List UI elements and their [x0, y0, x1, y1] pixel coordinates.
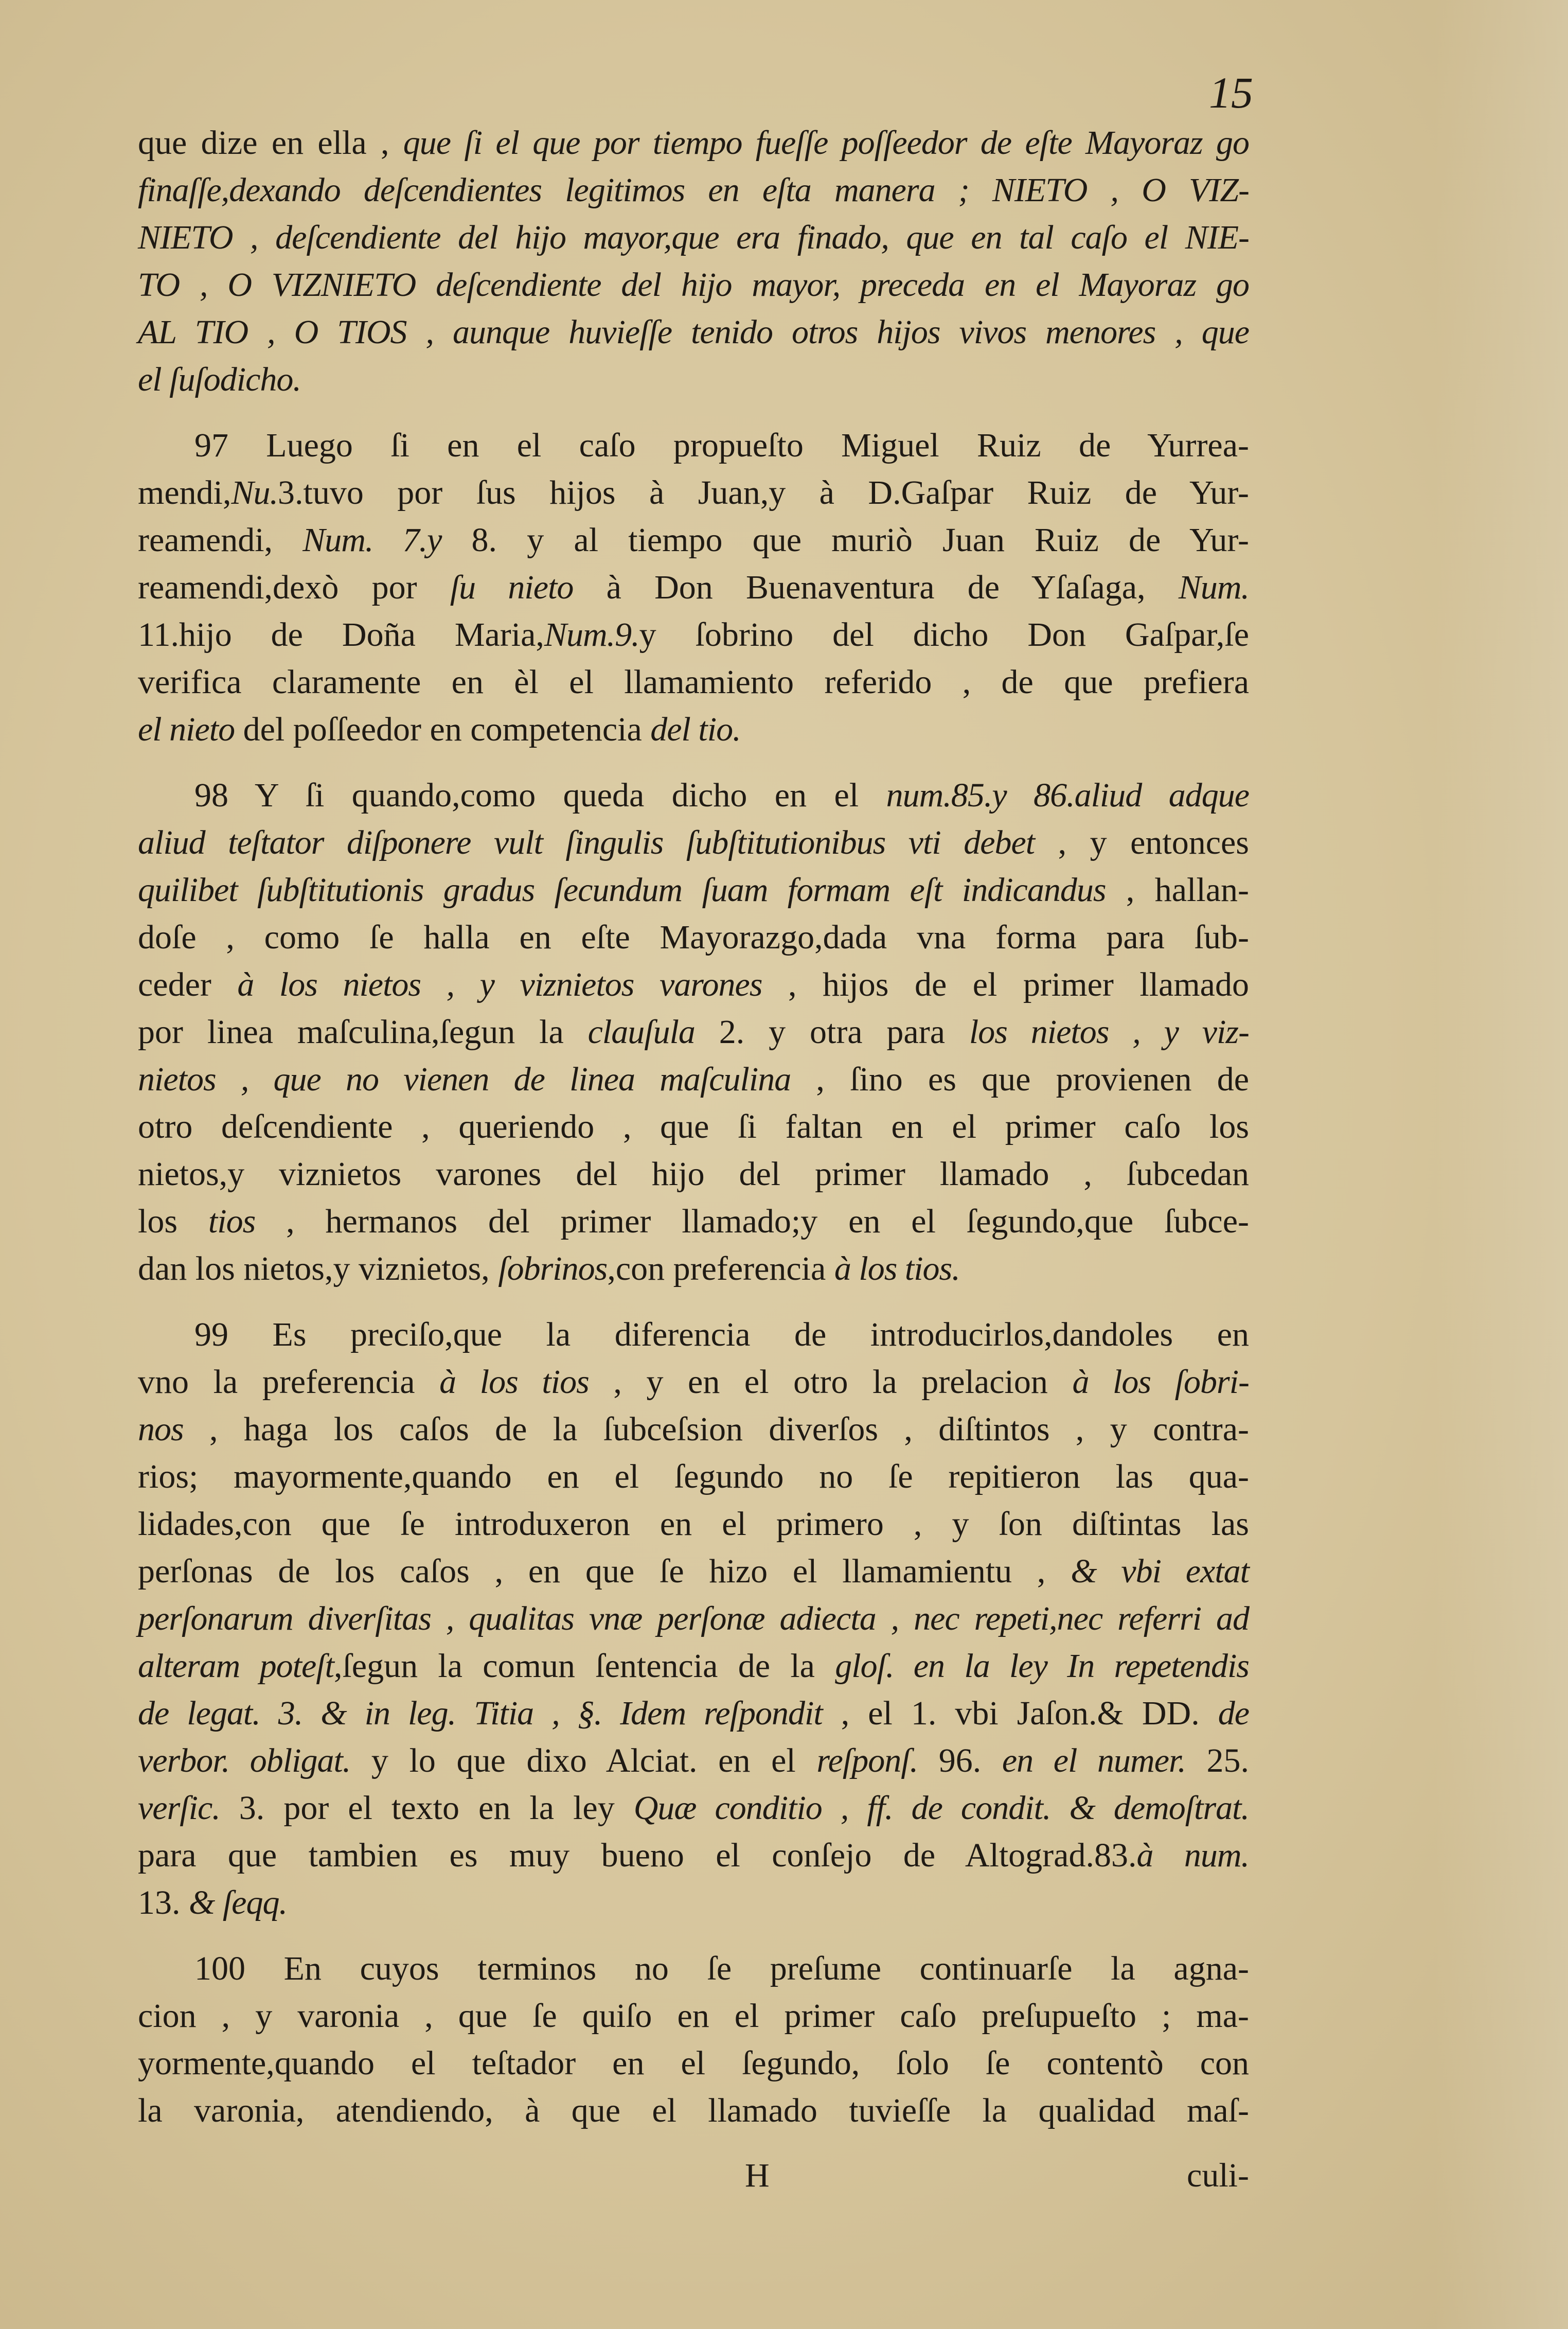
paragraph-first-line	[138, 1945, 1249, 1992]
italic-text: verſic.	[138, 1789, 220, 1827]
italic-text: ſobrinos	[498, 1250, 608, 1287]
roman-text: del poſſeedor en competencia	[235, 711, 651, 748]
page-number: 15	[1209, 68, 1253, 117]
roman-text: que dize en ella ,	[138, 124, 403, 162]
text-line	[138, 119, 1249, 167]
text-line	[138, 611, 1249, 659]
roman-text: 2. y otra para	[694, 1013, 969, 1051]
roman-text: 11.hijo de Doña Maria,	[138, 616, 544, 654]
roman-text: ,ſegun la comun ſentencia de la	[333, 1647, 835, 1685]
signature-mark: H	[745, 2157, 770, 2194]
italic-text: num.85.y 86.aliud adque	[886, 777, 1249, 814]
italic-text: el ſuſodicho.	[138, 361, 301, 398]
roman-text: nietos,y viznietos varones del hijo del primer llamado , ſubcedan	[138, 1155, 1249, 1193]
paragraph-first-line	[138, 772, 1249, 819]
paragraph-first-line	[138, 422, 1249, 469]
text-line	[138, 867, 1249, 914]
italic-text: reſponſ.	[816, 1742, 918, 1779]
text-line	[138, 2040, 1249, 2087]
roman-text: otro deſcendiente , queriendo , que ſi faltan en el primer caſo los	[138, 1108, 1249, 1145]
roman-text: , hijos de el primer llamado	[762, 966, 1249, 1003]
italic-text: TO , O VIZNIETO deſcendiente del hijo mayor, preceda en el Mayoraz go	[138, 266, 1249, 304]
italic-text: en el numer.	[1002, 1742, 1186, 1779]
italic-text: Quæ conditio , ff. de condit. & demoſtrat.	[633, 1789, 1249, 1827]
page-footer	[138, 2156, 1249, 2203]
italic-text: que ſi el que por tiempo fueſſe poſſeedor de eſte Mayoraz go	[403, 124, 1249, 162]
roman-text: à Don Buenaventura de Yſaſaga,	[573, 569, 1179, 606]
text-line	[138, 1737, 1249, 1785]
roman-text: para que tambien es muy bueno el conſejo de Altograd.83.	[138, 1837, 1137, 1874]
roman-text: ceder	[138, 966, 238, 1003]
roman-text: y lo que dixo Alciat. en el	[350, 1742, 817, 1779]
roman-text: reamendi,	[138, 521, 303, 559]
italic-text: nos	[138, 1410, 184, 1448]
text-line	[138, 659, 1249, 706]
text-line	[138, 167, 1249, 214]
text-line	[138, 1056, 1249, 1103]
catchword: culi-	[1187, 2157, 1249, 2194]
paragraph-first-line	[138, 1311, 1249, 1358]
italic-text: los nietos , y viz-	[969, 1013, 1250, 1051]
roman-text: , ſino es que provienen de	[791, 1061, 1249, 1098]
italic-text: quilibet ſubſtitutionis gradus ſecundum ſuam formam eſt indicandus	[138, 871, 1106, 909]
roman-text: 8. y al tiempo que muriò Juan Ruiz de Yur-	[441, 521, 1249, 559]
roman-text: 25.	[1185, 1742, 1250, 1779]
italic-text: AL TIO , O TIOS , aunque huvieſſe tenido otros hijos vivos menores , que	[138, 313, 1249, 351]
roman-text: 99 Es preciſo,que la diferencia de introducirlos,dandoles en	[194, 1316, 1249, 1353]
roman-text: , haga los caſos de la ſubceſsion diverſos , diſtintos , y contra-	[183, 1410, 1249, 1448]
text-line	[138, 1832, 1249, 1879]
italic-text: finaſſe,dexando deſcendientes legitimos en eſta manera ; NIETO , O VIZ-	[138, 171, 1249, 209]
roman-text: verifica claramente en èl el llamamiento referido , de que prefiera	[138, 663, 1249, 701]
roman-text: vno la preferencia	[138, 1363, 440, 1401]
italic-text: tios	[208, 1203, 256, 1240]
roman-text: 3. por el texto en la ley	[220, 1789, 634, 1827]
text-line	[138, 1501, 1249, 1548]
italic-text: clauſula	[587, 1013, 695, 1051]
roman-text: , y entonces	[1035, 824, 1249, 861]
italic-text: gloſ. en la ley In repetendis	[835, 1647, 1249, 1685]
italic-text: & vbi extat	[1071, 1552, 1249, 1590]
page-edge	[1434, 0, 1568, 2329]
text-line	[138, 706, 1249, 753]
roman-text: la varonia, atendiendo, à que el llamado tuvieſſe la qualidad maſ-	[138, 2092, 1249, 2129]
text-line	[138, 1785, 1249, 1832]
roman-text: , y en el otro la prelacion	[589, 1363, 1073, 1401]
roman-text: 3.tuvo por ſus hijos à Juan,y à D.Gaſpar Ruiz de Yur-	[278, 474, 1249, 511]
roman-text: doſe , como ſe halla en eſte Mayorazgo,dada vna forma para ſub-	[138, 919, 1249, 956]
text-line	[138, 1453, 1249, 1501]
text-line	[138, 1992, 1249, 2040]
roman-text: yormente,quando el teſtador en el ſegundo, ſolo ſe contentò con	[138, 2044, 1249, 2082]
text-line	[138, 1198, 1249, 1245]
text-line	[138, 961, 1249, 1009]
text-line	[138, 1595, 1249, 1643]
roman-text: cion , y varonia , que ſe quiſo en el primer caſo preſupueſto ; ma-	[138, 1997, 1249, 2035]
text-line	[138, 356, 1249, 403]
text-line	[138, 1245, 1249, 1293]
text-line	[138, 214, 1249, 261]
italic-text: alteram poteſt	[138, 1647, 334, 1685]
italic-text: perſonarum diverſitas , qualitas vnæ perſonæ adiecta , nec repeti,nec referri ad	[138, 1600, 1249, 1637]
roman-text: los	[138, 1203, 208, 1240]
text-line	[138, 914, 1249, 961]
italic-text: Num. 7.y	[302, 521, 442, 559]
roman-text: ,con preferencia	[607, 1250, 834, 1287]
roman-text: rios; mayormente,quando en el ſegundo no ſe repitieron las qua-	[138, 1458, 1249, 1495]
italic-text: de legat. 3. & in leg. Titia , §. Idem reſpondit	[138, 1695, 823, 1732]
italic-text: Num.9.	[544, 616, 639, 654]
text-line	[138, 1103, 1249, 1151]
text-line	[138, 469, 1249, 517]
text-line	[138, 1406, 1249, 1453]
italic-text: Num.	[1178, 569, 1249, 606]
italic-text: à los tios	[439, 1363, 589, 1401]
text-line	[138, 261, 1249, 309]
text-line	[138, 1643, 1249, 1690]
text-line	[138, 1009, 1249, 1056]
roman-text: 13.	[138, 1884, 189, 1921]
roman-text: , hermanos del primer llamado;y en el ſegundo,que ſubce-	[255, 1203, 1249, 1240]
roman-text: dan los nietos,y viznietos,	[138, 1250, 498, 1287]
roman-text: lidades,con que ſe introduxeron en el primero , y ſon diſtintas las	[138, 1505, 1249, 1543]
roman-text: reamendi,dexò por	[138, 569, 450, 606]
roman-text: , el 1. vbi Jaſon.& DD.	[822, 1695, 1218, 1732]
italic-text: aliud teſtator diſponere vult ſingulis ſubſtitutionibus vti debet	[138, 824, 1035, 861]
roman-text: , hallan-	[1106, 871, 1249, 909]
text-line	[138, 1151, 1249, 1198]
italic-text: à num.	[1136, 1837, 1249, 1874]
text-line	[138, 1548, 1249, 1595]
text-line	[138, 1358, 1249, 1406]
roman-text: y ſobrino del dicho Don Gaſpar,ſe	[639, 616, 1249, 654]
italic-text: de	[1218, 1695, 1249, 1732]
italic-text: nietos , que no vienen de linea maſculina	[138, 1061, 791, 1098]
roman-text: perſonas de los caſos , en que ſe hizo el llamamientu ,	[138, 1552, 1071, 1590]
italic-text: à los tios.	[834, 1250, 960, 1287]
roman-text: 96.	[918, 1742, 1002, 1779]
italic-text: à los ſobri-	[1072, 1363, 1250, 1401]
italic-text: & ſeqq.	[189, 1884, 287, 1921]
italic-text: del tio.	[650, 711, 741, 748]
text-line	[138, 309, 1249, 356]
roman-text: por linea maſculina,ſegun la	[138, 1013, 588, 1051]
roman-text: mendi,	[138, 474, 231, 511]
text-block	[138, 119, 1249, 2134]
italic-text: à los nietos , y viznietos varones	[237, 966, 762, 1003]
italic-text: el nieto	[138, 711, 235, 748]
roman-text: 98 Y ſi quando,como queda dicho en el	[194, 777, 886, 814]
text-line	[138, 2087, 1249, 2134]
text-line	[138, 1690, 1249, 1737]
text-line	[138, 1879, 1249, 1927]
italic-text: verbor. obligat.	[138, 1742, 351, 1779]
text-line	[138, 564, 1249, 611]
text-line	[138, 819, 1249, 867]
italic-text: ſu nieto	[450, 569, 574, 606]
text-line	[138, 517, 1249, 564]
roman-text: 97 Luego ſi en el caſo propueſto Miguel Ruiz de Yurrea-	[194, 427, 1249, 464]
italic-text: Nu.	[231, 474, 278, 511]
roman-text: 100 En cuyos terminos no ſe preſume continuarſe la agna-	[194, 1950, 1249, 1987]
italic-text: NIETO , deſcendiente del hijo mayor,que era finado, que en tal caſo el NIE-	[138, 219, 1249, 256]
